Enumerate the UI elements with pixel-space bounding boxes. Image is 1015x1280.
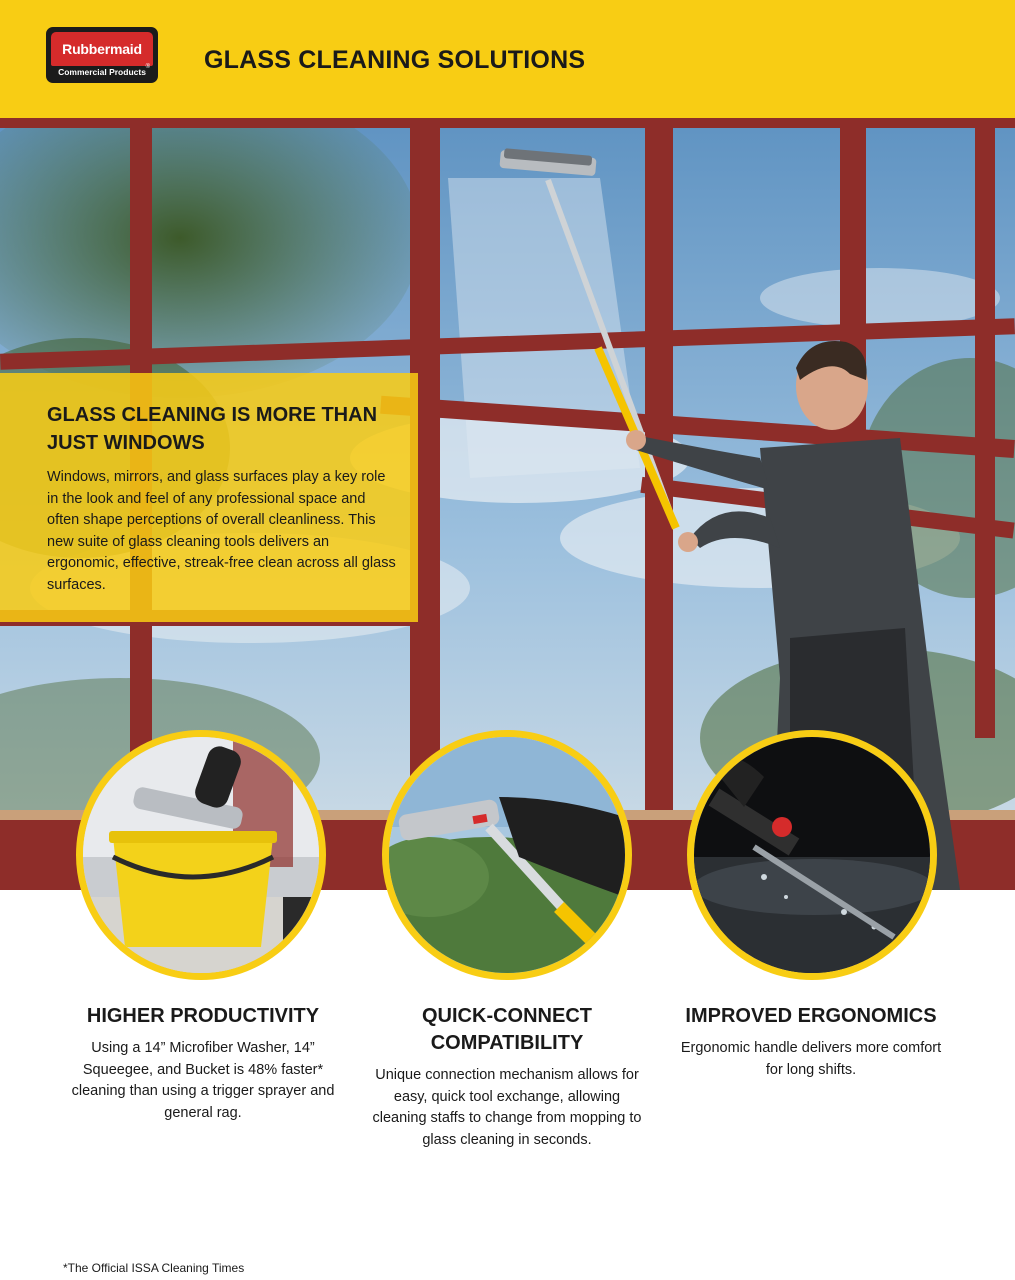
intro-callout xyxy=(0,373,418,622)
feature-title: HIGHER PRODUCTIVITY xyxy=(86,1005,320,1027)
feature-title: IMPROVED ERGONOMICS xyxy=(685,1005,937,1027)
bucket-washer-photo xyxy=(76,730,326,980)
feature-title: QUICK-CONNECT COMPATIBILITY xyxy=(422,1005,592,1054)
feature-text: Unique connection mechanism allows for easy, quick tool exchange, allowing cleaning staffs to change from mopping to glass cleaning in seconds. xyxy=(372,1067,642,1148)
intro-body: Windows, mirrors, and glass surfaces play a key role in the look and feel of any professional space and often shape perceptions of overall cleanliness. This new suite of glass cleaning tools delivers an ergonomic, effective, streak-free clean across all glass surfaces. xyxy=(47,469,396,593)
feature-quick-connect xyxy=(367,1003,647,1151)
feature-ergonomics xyxy=(671,1003,951,1081)
rubbermaid-logo xyxy=(46,27,158,83)
header-bar xyxy=(0,0,1015,118)
logo-brand-name: Rubbermaid xyxy=(51,32,153,66)
page-title: GLASS CLEANING SOLUTIONS xyxy=(204,46,586,74)
feature-text: Ergonomic handle delivers more comfort for long shifts. xyxy=(680,1040,942,1078)
ergonomic-handle-photo xyxy=(687,730,937,980)
feature-productivity xyxy=(63,1003,343,1124)
footnote: *The Official ISSA Cleaning Times xyxy=(63,1261,245,1275)
logo-registered-mark: ® xyxy=(145,64,150,70)
logo-division: Commercial Products xyxy=(58,67,146,77)
quick-connect-photo xyxy=(382,730,632,980)
feature-text: Using a 14” Microfiber Washer, 14” Squeegee, and Bucket is 48% faster* cleaning than using a trigger sprayer and general rag. xyxy=(71,1040,335,1121)
intro-title: GLASS CLEANING IS MORE THAN JUST WINDOWS xyxy=(47,404,378,454)
